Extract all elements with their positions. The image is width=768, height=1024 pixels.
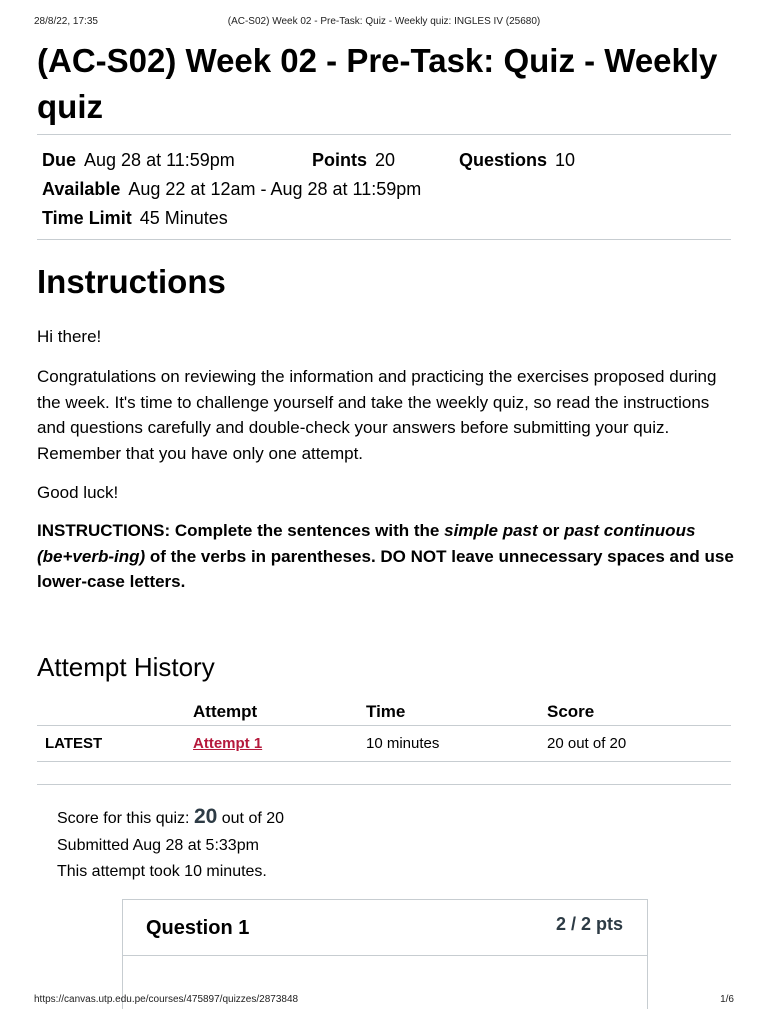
instructions-rule [37,518,737,595]
points-value: 20 [375,150,396,170]
question-card [122,899,648,1009]
column-header-attempt: Attempt [193,702,258,721]
question-header [123,900,647,956]
due-value: Aug 28 at 11:59pm [84,150,235,170]
attempt-duration: This attempt took 10 minutes. [57,863,267,880]
page-title: (AC-S02) Week 02 - Pre-Task: Quiz - Weekly quiz [37,42,718,125]
attempt-history-heading: Attempt History [37,652,215,682]
good-luck-text: Good luck! [37,483,119,502]
print-date: 28/8/22, 17:35 [34,16,98,27]
attempt-history-table [37,696,731,762]
availability [42,175,421,203]
page-url: https://canvas.utp.edu.pe/courses/475897/quizzes/2873848 [34,994,299,1005]
print-header [34,16,734,30]
column-header-time: Time [366,702,406,721]
divider [37,134,731,135]
rule-text-2: or [537,521,565,540]
available-value: Aug 22 at 12am - Aug 28 at 11:59pm [128,179,422,199]
score-prefix: Score for this quiz: [57,810,194,827]
rule-emphasis-1: simple past [444,521,538,540]
divider [37,239,731,240]
questions-count [459,146,575,174]
submitted-time: Submitted Aug 28 at 5:33pm [57,836,259,854]
attempt-link[interactable]: Attempt 1 [193,735,263,752]
score-suffix: out of 20 [217,810,285,827]
points-label: Points [312,150,368,170]
time-limit-value: 45 Minutes [139,208,228,228]
question-points: 2 / 2 pts [555,914,623,934]
rule-text-3: of the verbs in parentheses. DO NOT leave unnecessary spaces and use lower-case letters. [37,546,734,591]
table-row [37,726,731,762]
points [312,146,395,174]
quiz-score [57,804,284,833]
time-limit-label: Time Limit [42,208,132,228]
attempt-time: 10 minutes [366,735,440,752]
details-row-2 [42,175,732,204]
details-row-1 [42,146,732,175]
question-title: Question 1 [146,917,250,939]
instructions-paragraph: Congratulations on reviewing the information and practicing the exercises proposed during the week. It's time to challenge yourself and take the weekly quiz, so read the instructions and questions carefully and double-check your answers before submitting your quiz. Remember that you have only one attempt. [37,367,717,463]
column-header-score: Score [547,702,595,721]
due-label: Due [42,150,77,170]
instructions-heading: Instructions [37,263,226,300]
page-number: 1/6 [720,994,734,1005]
print-footer [34,994,734,1008]
row-label: LATEST [45,735,103,752]
time-limit [42,204,228,232]
divider [37,784,731,785]
quiz-details [42,146,732,233]
available-label: Available [42,179,121,199]
due-date [42,146,235,174]
attempt-score: 20 out of 20 [547,735,627,752]
print-page-title: (AC-S02) Week 02 - Pre-Task: Quiz - Weekly quiz: INGLES IV (25680) [227,16,541,27]
rule-text-1: Complete the sentences with the [170,521,445,540]
score-value: 20 [193,805,218,828]
questions-label: Questions [459,150,548,170]
details-row-3 [42,204,732,233]
greeting-text: Hi there! [37,327,102,346]
rule-label: INSTRUCTIONS: [37,521,171,540]
rule-emphasis-2: past continuous (be+verb-ing) [37,521,696,566]
table-header [37,696,731,726]
questions-value: 10 [555,150,576,170]
score-summary [57,804,284,886]
